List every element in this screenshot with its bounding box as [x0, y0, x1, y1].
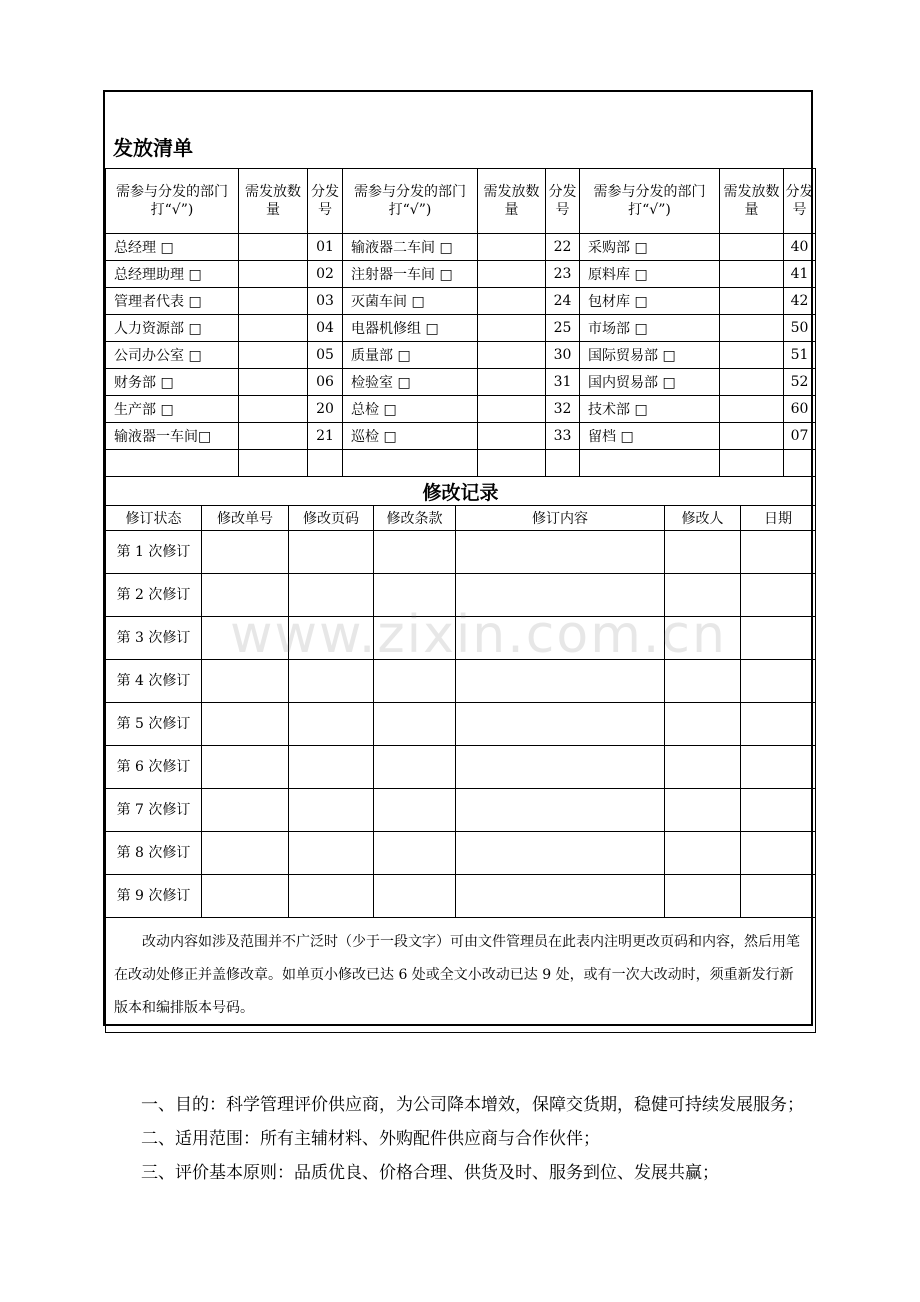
empty-cell — [720, 450, 784, 477]
dept-cell: 技术部 □ — [580, 396, 720, 423]
dist-num-cell: 50 — [784, 315, 816, 342]
revision-cell — [374, 875, 456, 918]
revision-header-cell: 日期 — [741, 506, 816, 531]
dept-cell: 市场部 □ — [580, 315, 720, 342]
qty-cell — [478, 342, 546, 369]
dept-cell: 财务部 □ — [106, 369, 239, 396]
revision-cell — [289, 703, 374, 746]
revision-status-cell: 第 9 次修订 — [106, 875, 202, 918]
revision-cell — [741, 617, 816, 660]
revision-cell — [741, 531, 816, 574]
dist-num-cell: 23 — [546, 261, 580, 288]
dept-cell: 总经理 □ — [106, 234, 239, 261]
revision-cell — [202, 617, 289, 660]
revision-cell — [374, 832, 456, 875]
revision-cell — [741, 746, 816, 789]
dist-num-cell: 04 — [308, 315, 343, 342]
dist-num-cell: 06 — [308, 369, 343, 396]
distribution-row — [106, 315, 816, 342]
revision-status-cell: 第 4 次修订 — [106, 660, 202, 703]
revision-cell — [374, 703, 456, 746]
revision-cell — [456, 832, 665, 875]
distribution-row — [106, 234, 816, 261]
dist-num-cell: 40 — [784, 234, 816, 261]
qty-cell — [239, 369, 308, 396]
dept-cell: 包材库 □ — [580, 288, 720, 315]
dept-cell: 管理者代表 □ — [106, 288, 239, 315]
revision-cell — [202, 875, 289, 918]
revision-row — [106, 574, 816, 617]
revision-cell — [741, 703, 816, 746]
dist-num-cell: 25 — [546, 315, 580, 342]
revision-cell — [456, 789, 665, 832]
qty-cell — [478, 423, 546, 450]
qty-cell — [239, 423, 308, 450]
dept-cell: 检验室 □ — [343, 369, 478, 396]
revision-cell — [741, 789, 816, 832]
revision-cell — [665, 574, 741, 617]
revision-status-cell: 第 3 次修订 — [106, 617, 202, 660]
num-header: 分发号 — [546, 169, 580, 234]
qty-cell — [239, 261, 308, 288]
revision-cell — [202, 531, 289, 574]
empty-cell — [106, 450, 239, 477]
dept-cell: 原料库 □ — [580, 261, 720, 288]
dept-cell: 注射器一车间 □ — [343, 261, 478, 288]
revision-row — [106, 531, 816, 574]
revision-cell — [456, 660, 665, 703]
revision-header-cell: 修订内容 — [456, 506, 665, 531]
revision-header-cell: 修改页码 — [289, 506, 374, 531]
revision-cell — [665, 832, 741, 875]
qty-cell — [478, 261, 546, 288]
qty-header: 需发放数量 — [239, 169, 308, 234]
qty-cell — [720, 369, 784, 396]
revision-cell — [456, 531, 665, 574]
dept-cell: 采购部 □ — [580, 234, 720, 261]
dept-cell: 总经理助理 □ — [106, 261, 239, 288]
dept-cell: 输液器一车间□ — [106, 423, 239, 450]
empty-cell — [343, 450, 478, 477]
dist-num-cell: 52 — [784, 369, 816, 396]
dist-num-cell: 05 — [308, 342, 343, 369]
qty-cell — [720, 396, 784, 423]
principle-paragraph: 三、评价基本原则：品质优良、价格合理、供货及时、服务到位、发展共赢； — [141, 1163, 719, 1183]
dist-num-cell: 32 — [546, 396, 580, 423]
qty-cell — [239, 288, 308, 315]
distribution-row — [106, 369, 816, 396]
revision-header-cell: 修订状态 — [106, 506, 202, 531]
revision-cell — [202, 574, 289, 617]
distribution-header-row — [106, 169, 816, 234]
qty-header: 需发放数量 — [478, 169, 546, 234]
dist-num-cell: 03 — [308, 288, 343, 315]
body-section — [103, 1088, 813, 1190]
distribution-row — [106, 288, 816, 315]
qty-cell — [720, 261, 784, 288]
dept-cell: 灭菌车间 □ — [343, 288, 478, 315]
empty-cell — [478, 450, 546, 477]
revision-cell — [665, 617, 741, 660]
revision-cell — [289, 832, 374, 875]
revision-cell — [289, 789, 374, 832]
revision-cell — [289, 875, 374, 918]
revision-cell — [741, 574, 816, 617]
qty-cell — [720, 288, 784, 315]
revision-header-row — [106, 506, 816, 531]
dist-num-cell: 51 — [784, 342, 816, 369]
dist-num-cell: 07 — [784, 423, 816, 450]
dept-cell: 人力资源部 □ — [106, 315, 239, 342]
dist-num-cell: 30 — [546, 342, 580, 369]
revision-status-cell: 第 7 次修订 — [106, 789, 202, 832]
revision-cell — [456, 574, 665, 617]
revision-status-cell: 第 5 次修订 — [106, 703, 202, 746]
qty-cell — [239, 234, 308, 261]
revision-row — [106, 875, 816, 918]
empty-cell — [546, 450, 580, 477]
revision-note: 改动内容如涉及范围并不广泛时（少于一段文字）可由文件管理员在此表内注明更改页码和内容，然后用笔在改动处修正并盖修改章。如单页小修改已达 6 处或全文小改动已达 9 处，或有一次大改动时，须重新发行新版本和编排版本号码。 — [106, 918, 816, 1033]
revision-note-row — [106, 918, 816, 1033]
num-header: 分发号 — [784, 169, 816, 234]
dist-num-cell: 31 — [546, 369, 580, 396]
revision-cell — [665, 703, 741, 746]
distribution-row — [106, 342, 816, 369]
revision-status-cell: 第 2 次修订 — [106, 574, 202, 617]
revision-cell — [665, 789, 741, 832]
revision-row — [106, 832, 816, 875]
dept-cell: 输液器二车间 □ — [343, 234, 478, 261]
revision-status-cell: 第 8 次修订 — [106, 832, 202, 875]
distribution-row — [106, 396, 816, 423]
revision-title: 修改记录 — [106, 477, 816, 506]
revision-cell — [456, 875, 665, 918]
dept-cell: 总检 □ — [343, 396, 478, 423]
revision-cell — [665, 531, 741, 574]
revision-row — [106, 703, 816, 746]
qty-cell — [239, 396, 308, 423]
distribution-table — [105, 168, 816, 477]
qty-header: 需发放数量 — [720, 169, 784, 234]
qty-cell — [478, 396, 546, 423]
dist-num-cell: 24 — [546, 288, 580, 315]
qty-cell — [720, 315, 784, 342]
revision-cell — [741, 875, 816, 918]
revision-cell — [289, 746, 374, 789]
revision-cell — [202, 703, 289, 746]
revision-cell — [456, 617, 665, 660]
qty-cell — [720, 423, 784, 450]
revision-row — [106, 789, 816, 832]
revision-cell — [456, 703, 665, 746]
document-frame — [103, 90, 813, 1026]
revision-cell — [374, 531, 456, 574]
revision-status-cell: 第 6 次修订 — [106, 746, 202, 789]
dept-cell: 国内贸易部 □ — [580, 369, 720, 396]
revision-cell — [374, 574, 456, 617]
revision-cell — [289, 574, 374, 617]
dist-num-cell: 22 — [546, 234, 580, 261]
distribution-title: 发放清单 — [113, 136, 193, 160]
revision-status-cell: 第 1 次修订 — [106, 531, 202, 574]
dept-header: 需参与分发的部门打“√”) — [580, 169, 720, 234]
purpose-paragraph: 一、目的：科学管理评价供应商，为公司降本增效，保障交货期，稳健可持续发展服务； — [141, 1095, 804, 1115]
revision-cell — [374, 789, 456, 832]
dept-header: 需参与分发的部门打“√”) — [343, 169, 478, 234]
qty-cell — [720, 234, 784, 261]
dist-num-cell: 02 — [308, 261, 343, 288]
revision-cell — [202, 660, 289, 703]
revision-cell — [202, 789, 289, 832]
dist-num-cell: 60 — [784, 396, 816, 423]
revision-table — [105, 477, 816, 1033]
dist-num-cell: 33 — [546, 423, 580, 450]
revision-cell — [374, 617, 456, 660]
distribution-row — [106, 261, 816, 288]
revision-cell — [374, 746, 456, 789]
distribution-row-empty — [106, 450, 816, 477]
qty-cell — [478, 369, 546, 396]
revision-cell — [374, 660, 456, 703]
dist-num-cell: 21 — [308, 423, 343, 450]
revision-header-cell: 修改人 — [665, 506, 741, 531]
watermark-text: www.zixin.com.cn — [230, 605, 727, 665]
revision-cell — [741, 832, 816, 875]
dept-cell: 电器机修组 □ — [343, 315, 478, 342]
revision-cell — [289, 531, 374, 574]
dept-cell: 国际贸易部 □ — [580, 342, 720, 369]
revision-cell — [741, 660, 816, 703]
dept-cell: 公司办公室 □ — [106, 342, 239, 369]
dist-num-cell: 20 — [308, 396, 343, 423]
qty-cell — [478, 315, 546, 342]
dept-cell: 巡检 □ — [343, 423, 478, 450]
qty-cell — [478, 234, 546, 261]
qty-cell — [239, 342, 308, 369]
revision-header-cell: 修改单号 — [202, 506, 289, 531]
dist-num-cell: 41 — [784, 261, 816, 288]
revision-cell — [289, 617, 374, 660]
qty-cell — [478, 288, 546, 315]
dept-cell: 留档 □ — [580, 423, 720, 450]
revision-cell — [456, 746, 665, 789]
dept-cell: 质量部 □ — [343, 342, 478, 369]
empty-cell — [580, 450, 720, 477]
revision-cell — [289, 660, 374, 703]
scope-paragraph: 二、适用范围：所有主辅材料、外购配件供应商与合作伙伴； — [141, 1129, 600, 1149]
revision-cell — [665, 875, 741, 918]
empty-cell — [784, 450, 816, 477]
qty-cell — [720, 342, 784, 369]
qty-cell — [239, 315, 308, 342]
dept-cell: 生产部 □ — [106, 396, 239, 423]
revision-cell — [665, 746, 741, 789]
revision-cell — [202, 746, 289, 789]
dist-num-cell: 42 — [784, 288, 816, 315]
dept-header: 需参与分发的部门打“√”) — [106, 169, 239, 234]
revision-row — [106, 617, 816, 660]
revision-row — [106, 746, 816, 789]
num-header: 分发号 — [308, 169, 343, 234]
revision-cell — [665, 660, 741, 703]
empty-cell — [308, 450, 343, 477]
empty-cell — [239, 450, 308, 477]
distribution-row — [106, 423, 816, 450]
revision-row — [106, 660, 816, 703]
revision-header-cell: 修改条款 — [374, 506, 456, 531]
dist-num-cell: 01 — [308, 234, 343, 261]
revision-cell — [202, 832, 289, 875]
